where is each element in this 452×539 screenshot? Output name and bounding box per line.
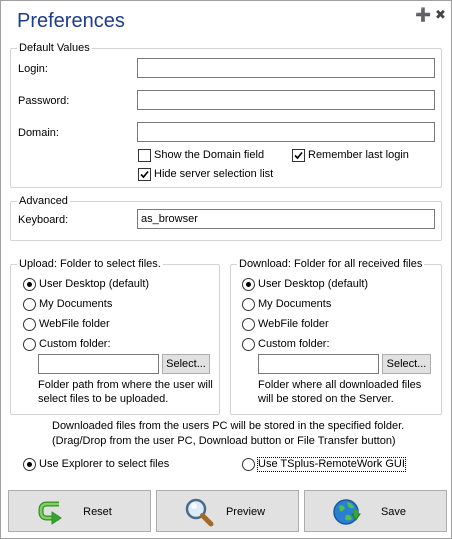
hide-server-checkbox[interactable] — [138, 168, 273, 181]
upload-radio-custom[interactable] — [23, 338, 36, 351]
download-radio-documents[interactable] — [242, 298, 255, 311]
download-select-button[interactable]: Select... — [382, 354, 431, 374]
login-label: Login: — [18, 63, 48, 75]
keyboard-label: Keyboard: — [18, 214, 69, 226]
preview-button[interactable] — [156, 490, 299, 532]
download-option-label: WebFile folder — [258, 318, 329, 330]
info-line1: Downloaded files from the users PC will be stored in the specified folder. — [52, 420, 405, 432]
save-label: Save — [380, 506, 407, 518]
download-option-custom[interactable] — [242, 338, 330, 351]
use-remotework-label: Use TSplus-RemoteWork GUI — [258, 458, 405, 470]
default-values-legend: Default Values — [19, 42, 90, 54]
password-label: Password: — [18, 95, 70, 107]
download-legend: Download: Folder for all received files — [239, 258, 423, 270]
login-input[interactable] — [137, 58, 435, 78]
upload-radio-desktop[interactable] — [23, 278, 36, 291]
upload-option-label: User Desktop (default) — [39, 278, 150, 290]
upload-option-label: WebFile folder — [39, 318, 110, 330]
use-remotework-radio[interactable] — [242, 458, 255, 471]
checkmark-icon — [139, 169, 150, 180]
upload-path-input[interactable] — [38, 354, 159, 374]
upload-note-line2: select files to be uploaded. — [38, 393, 169, 405]
reset-button[interactable] — [8, 490, 151, 532]
keyboard-input[interactable]: as_browser — [137, 209, 435, 229]
download-note-line1: Folder where all downloaded files — [258, 379, 422, 391]
use-explorer-label: Use Explorer to select files — [39, 458, 170, 470]
show-domain-box[interactable] — [138, 149, 151, 162]
info-line2: (Drag/Drop from the user PC, Download button or File Transfer button) — [52, 435, 396, 447]
upload-option-label: Custom folder: — [39, 338, 111, 350]
download-option-documents[interactable] — [242, 298, 331, 311]
close-icon[interactable]: ✖ — [435, 7, 446, 22]
domain-label: Domain: — [18, 127, 59, 139]
preview-label: Preview — [225, 506, 266, 518]
hide-server-box[interactable] — [138, 168, 151, 181]
download-option-label: My Documents — [258, 298, 332, 310]
upload-option-desktop[interactable] — [23, 278, 149, 291]
show-domain-checkbox[interactable] — [138, 149, 264, 162]
download-option-label: Custom folder: — [258, 338, 330, 350]
use-remotework-option[interactable] — [242, 458, 405, 471]
upload-radio-webfile[interactable] — [23, 318, 36, 331]
upload-select-button[interactable]: Select... — [162, 354, 210, 374]
checkmark-icon — [293, 150, 304, 161]
upload-note-line1: Folder path from where the user will — [38, 379, 213, 391]
download-radio-custom[interactable] — [242, 338, 255, 351]
upload-option-label: My Documents — [39, 298, 113, 310]
remember-login-checkbox[interactable] — [292, 149, 409, 162]
password-input[interactable] — [137, 90, 435, 110]
domain-input[interactable] — [137, 122, 435, 142]
advanced-legend: Advanced — [19, 195, 68, 207]
show-domain-label: Show the Domain field — [154, 149, 265, 161]
remember-login-box[interactable] — [292, 149, 305, 162]
reset-label: Reset — [83, 506, 112, 518]
remember-login-label: Remember last login — [308, 149, 409, 161]
upload-option-webfile[interactable] — [23, 318, 110, 331]
download-option-desktop[interactable] — [242, 278, 368, 291]
download-path-input[interactable] — [258, 354, 379, 374]
save-button[interactable] — [304, 490, 447, 532]
minimize-icon[interactable]: ➕ — [415, 7, 432, 22]
window-title: Preferences — [17, 10, 125, 32]
upload-radio-documents[interactable] — [23, 298, 36, 311]
upload-legend: Upload: Folder to select files. — [19, 258, 161, 270]
download-option-webfile[interactable] — [242, 318, 329, 331]
download-radio-desktop[interactable] — [242, 278, 255, 291]
download-option-label: User Desktop (default) — [258, 278, 369, 290]
use-explorer-option[interactable] — [23, 458, 169, 471]
download-note-line2: will be stored on the Server. — [258, 393, 394, 405]
upload-option-documents[interactable] — [23, 298, 112, 311]
upload-option-custom[interactable] — [23, 338, 111, 351]
hide-server-label: Hide server selection list — [154, 168, 274, 180]
download-radio-webfile[interactable] — [242, 318, 255, 331]
use-explorer-radio[interactable] — [23, 458, 36, 471]
